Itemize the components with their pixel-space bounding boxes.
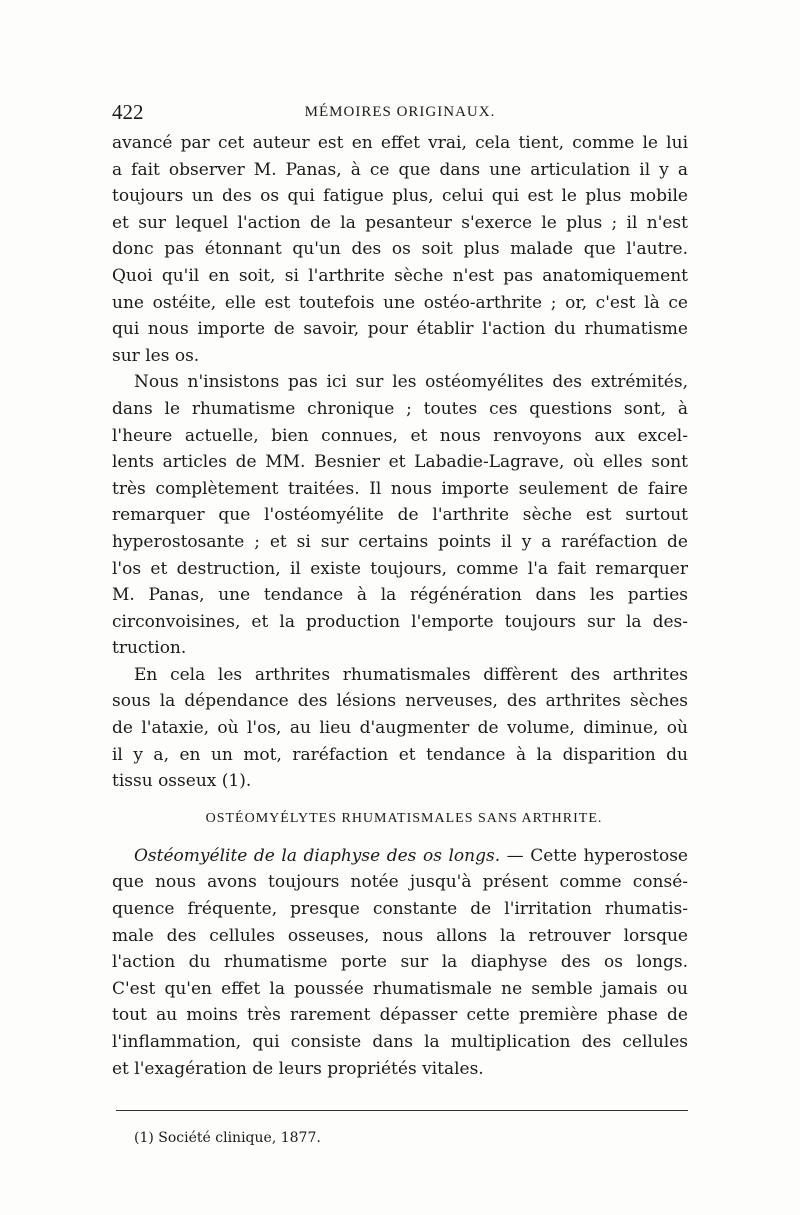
footnote: (1) Société clinique, 1877. <box>134 1130 321 1146</box>
text-line: il y a, en un mot, raréfaction et tendance à la disparition du <box>112 744 688 765</box>
footnote-divider <box>116 1110 688 1111</box>
text-line: de l'ataxie, où l'os, au lieu d'augmenter de volume, diminue, où <box>112 718 688 739</box>
text-line: sous la dépendance des lésions nerveuses, des arthrites sèches <box>112 691 688 712</box>
text-line: l'os et destruction, il existe toujours, comme l'a fait remarquer <box>112 558 688 579</box>
text-line: En cela les arthrites rhumatismales diffèrent des arthrites <box>134 664 688 685</box>
text-line: Quoi qu'il en soit, si l'arthrite sèche n'est pas anatomiquement <box>112 265 688 286</box>
paragraph-1 <box>112 130 688 369</box>
text-line: tout au moins très rarement dépasser cette première phase de <box>112 1005 688 1026</box>
running-head <box>112 100 688 126</box>
text-line: donc pas étonnant qu'un des os soit plus malade que l'autre. <box>112 239 688 260</box>
text-line: lents articles de MM. Besnier et Labadie-Lagrave, où elles sont <box>112 452 688 473</box>
text-line: circonvoisines, et la production l'emporte toujours sur la des- <box>112 611 688 632</box>
text-line: très complètement traitées. Il nous importe seulement de faire <box>112 478 688 499</box>
section-title: OSTÉOMYÉLYTES RHUMATISMALES SANS ARTHRITE. <box>205 810 603 826</box>
text-line: l'action du rhumatisme porte sur la diaphyse des os longs. <box>112 952 688 973</box>
text-line <box>112 843 688 870</box>
text-line: qui nous importe de savoir, pour établir l'action du rhumatisme <box>112 319 688 340</box>
text-line: l'inflammation, qui consiste dans la multiplication des cellules <box>112 1032 688 1052</box>
italic-subheading: Ostéomyélite de la diaphyse des os longs. <box>134 845 501 866</box>
text-line: sur les os. <box>112 345 200 366</box>
text-line: remarquer que l'ostéomyélite de l'arthrite sèche est surtout <box>112 505 688 526</box>
text-line: male des cellules osseuses, nous allons la retrouver lorsque <box>112 925 688 946</box>
body-text <box>112 130 688 1082</box>
text-line: Nous n'insistons pas ici sur les ostéomyélites des extrémités, <box>134 372 688 393</box>
text-line: et l'exagération de leurs propriétés vitales. <box>112 1058 484 1079</box>
text-line: C'est qu'en effet la poussée rhumatismale ne semble jamais ou <box>112 978 688 999</box>
text-line: toujours un des os qui fatigue plus, celui qui est le plus mobile <box>112 186 688 207</box>
text-line: une ostéite, elle est toutefois une ostéo-arthrite ; or, c'est là ce <box>112 292 688 313</box>
text-line: avancé par cet auteur est en effet vrai, cela tient, comme le lui <box>112 133 688 153</box>
text-line: truction. <box>112 638 187 659</box>
page-number: 422 <box>112 100 144 124</box>
text-line: a fait observer M. Panas, à ce que dans une articulation il y a <box>112 159 688 180</box>
text-run: — Cette hyperostose <box>500 845 688 866</box>
running-title: MÉMOIRES ORIGINAUX. <box>304 104 496 120</box>
text-line: quence fréquente, presque constante de l'irritation rhumatis- <box>112 899 688 920</box>
paragraph-3 <box>112 662 688 795</box>
text-line: l'heure actuelle, bien connues, et nous renvoyons aux excel- <box>112 425 688 446</box>
paragraph-2 <box>112 369 688 662</box>
text-line: hyperostosante ; et si sur certains points il y a raréfaction de <box>112 531 688 552</box>
text-line: dans le rhumatisme chronique ; toutes ces questions sont, à <box>112 398 688 419</box>
text-line: et sur lequel l'action de la pesanteur s'exerce le plus ; il n'est <box>112 212 688 233</box>
text-line: que nous avons toujours notée jusqu'à présent comme consé- <box>112 872 688 893</box>
text-line: M. Panas, une tendance à la régénération dans les parties <box>112 585 688 606</box>
text-line: tissu osseux (1). <box>112 771 252 792</box>
paragraph-4 <box>112 843 688 1082</box>
